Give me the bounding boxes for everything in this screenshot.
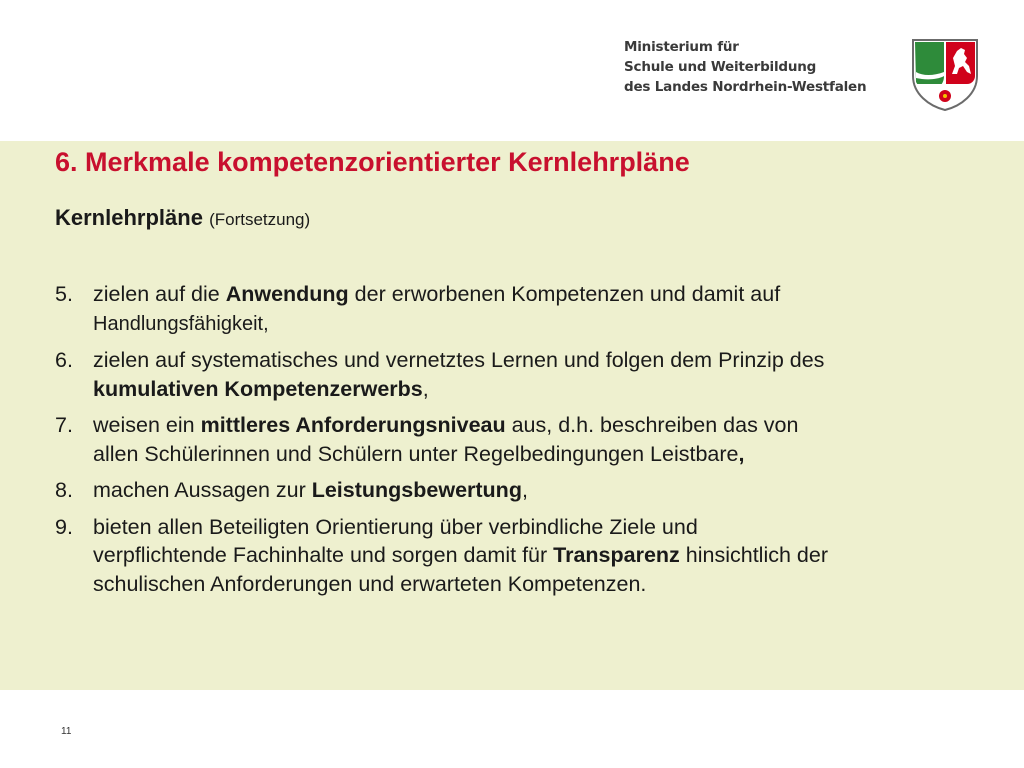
item-text: verpflichtende Fachinhalte und sorgen damit für [93, 543, 554, 567]
criteria-list [55, 280, 985, 606]
nrw-coat-of-arms-icon [909, 36, 981, 112]
item-text: schulischen Anforderungen und erwarteten Kompetenzen. [93, 571, 647, 596]
list-item [55, 411, 985, 468]
list-item [55, 346, 985, 403]
page-number: 11 [61, 726, 72, 737]
item-text: , [521, 478, 528, 502]
item-text: hinsichtlich der [679, 543, 828, 567]
slide-header [0, 0, 1024, 141]
item-text: der erworbenen Kompetenzen und damit auf [348, 282, 781, 306]
item-text: weisen ein [93, 413, 201, 437]
slide-subtitle [55, 205, 310, 231]
item-text: zielen auf systematisches und vernetztes Lernen und folgen dem Prinzip des [93, 348, 825, 372]
item-emphasis: kumulativen Kompetenzerwerbs [93, 376, 423, 401]
ministry-line: des Landes Nordrhein-Westfalen [624, 79, 867, 95]
item-number: 9. [55, 514, 73, 539]
item-emphasis: Transparenz [553, 543, 680, 567]
item-text: zielen auf die [93, 282, 226, 306]
item-emphasis: Anwendung [225, 282, 349, 306]
item-text: machen Aussagen zur [93, 478, 312, 502]
item-text: bieten allen Beteiligten Orientierung über verbindliche Ziele und [93, 514, 698, 539]
ministry-name [624, 37, 866, 97]
item-text: , [422, 376, 429, 401]
ministry-line: Ministerium für [624, 39, 739, 55]
item-text: aus, d.h. beschreiben das von [505, 413, 799, 437]
item-emphasis: mittleres Anforderungsniveau [200, 413, 506, 437]
ministry-line: Schule und Weiterbildung [624, 59, 817, 75]
item-number: 7. [55, 413, 73, 437]
item-emphasis: , [738, 441, 745, 466]
item-emphasis: Leistungsbewertung [311, 478, 522, 502]
subtitle-main: Kernlehrpläne [55, 205, 203, 230]
list-item [55, 513, 985, 599]
item-number: 6. [55, 348, 73, 372]
item-text: allen Schülerinnen und Schülern unter Regelbedingungen Leistbare [93, 441, 739, 466]
slide-title: 6. Merkmale kompetenzorientierter Kernlehrpläne [55, 147, 690, 177]
item-number: 5. [55, 282, 73, 306]
list-item [55, 280, 985, 338]
subtitle-note: (Fortsetzung) [209, 210, 311, 229]
list-item [55, 476, 985, 505]
item-number: 8. [55, 478, 73, 502]
item-text: Handlungsfähigkeit, [93, 312, 269, 335]
